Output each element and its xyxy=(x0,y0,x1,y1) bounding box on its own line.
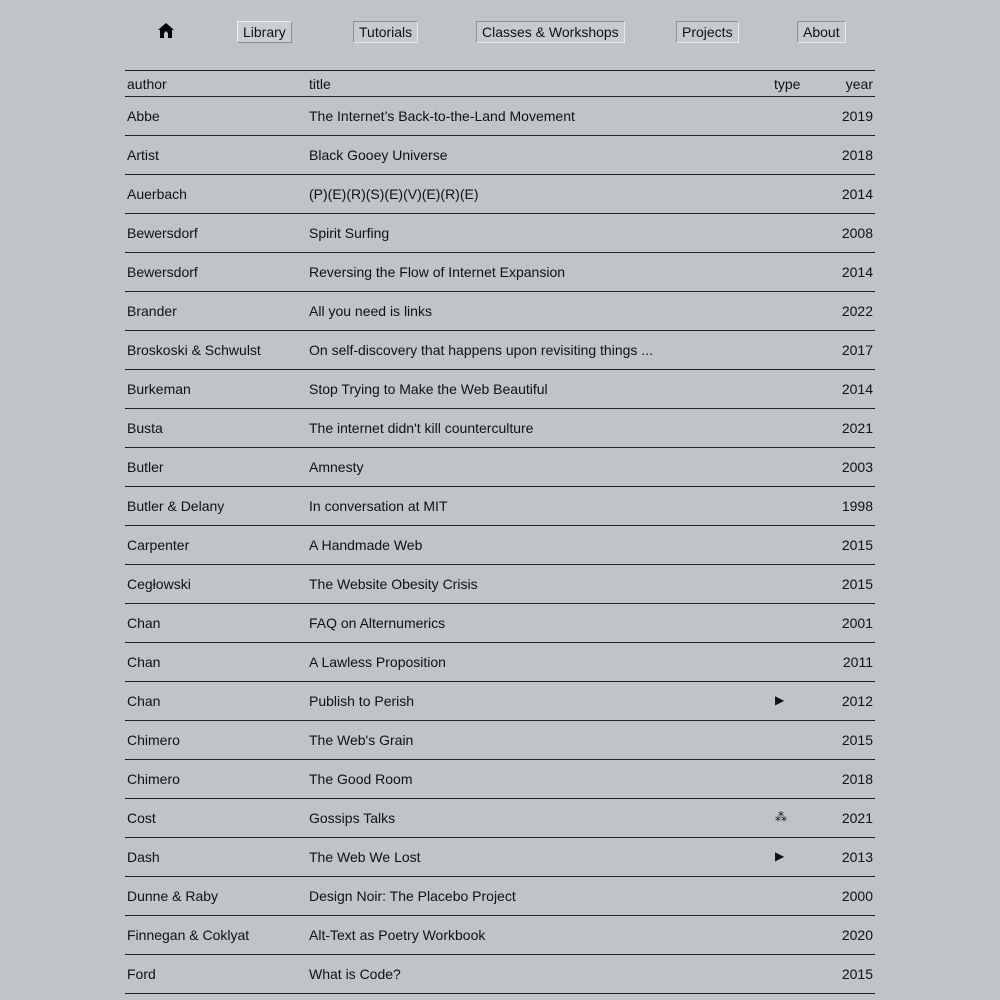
table-row[interactable] xyxy=(125,136,875,175)
cell-year: 2003 xyxy=(841,459,873,475)
cell-author: Ford xyxy=(127,966,156,982)
cell-title: In conversation at MIT xyxy=(309,498,448,514)
cell-year: 2018 xyxy=(841,771,873,787)
table-row[interactable] xyxy=(125,214,875,253)
cell-title: The Internet’s Back-to-the-Land Movement xyxy=(309,108,575,124)
cell-author: Finnegan & Coklyat xyxy=(127,927,250,943)
cell-author: Busta xyxy=(127,420,163,436)
cell-title: (P)(E)(R)(S)(E)(V)(E)(R)(E) xyxy=(309,186,479,202)
table-row[interactable] xyxy=(125,253,875,292)
cell-title: A Lawless Proposition xyxy=(309,654,446,670)
table-row[interactable] xyxy=(125,97,875,136)
cell-year: 2017 xyxy=(841,342,873,358)
cell-author: Abbe xyxy=(127,108,160,124)
cell-author: Chan xyxy=(127,693,161,709)
table-row[interactable] xyxy=(125,682,875,721)
cell-year: 2001 xyxy=(841,615,873,631)
cell-year: 2000 xyxy=(841,888,873,904)
cell-year: 2015 xyxy=(841,537,873,553)
cell-year: 2015 xyxy=(841,576,873,592)
nav-about-button[interactable]: About xyxy=(797,21,846,43)
cell-author: Butler xyxy=(127,459,164,475)
table-row[interactable] xyxy=(125,643,875,682)
cell-title: All you need is links xyxy=(309,303,432,319)
cell-author: Auerbach xyxy=(127,186,187,202)
cell-title: Design Noir: The Placebo Project xyxy=(309,888,516,904)
cell-year: 2015 xyxy=(841,966,873,982)
cell-year: 2022 xyxy=(841,303,873,319)
table-row[interactable] xyxy=(125,487,875,526)
table-row[interactable] xyxy=(125,604,875,643)
table-row[interactable] xyxy=(125,370,875,409)
cell-author: Dash xyxy=(127,849,160,865)
cell-title: FAQ on Alternumerics xyxy=(309,615,446,631)
table-row[interactable] xyxy=(125,916,875,955)
cell-author: Carpenter xyxy=(127,537,190,553)
cell-year: 2013 xyxy=(841,849,873,865)
table-row[interactable] xyxy=(125,292,875,331)
table-header xyxy=(125,71,875,97)
nav-projects-button[interactable]: Projects xyxy=(676,21,739,43)
cell-type: ▶ xyxy=(775,693,785,707)
cell-year: 2011 xyxy=(842,654,873,670)
cell-author: Bewersdorf xyxy=(127,225,198,241)
cell-title: The internet didn't kill counterculture xyxy=(309,420,534,436)
cell-year: 2014 xyxy=(841,381,873,397)
cell-author: Chimero xyxy=(127,771,180,787)
cell-type: ▶ xyxy=(775,849,785,863)
cell-title: The Web We Lost xyxy=(309,849,421,865)
cell-year: 2021 xyxy=(841,810,873,826)
cell-title: Publish to Perish xyxy=(309,693,415,709)
table-row[interactable] xyxy=(125,799,875,838)
table-row[interactable] xyxy=(125,838,875,877)
table-row[interactable] xyxy=(125,331,875,370)
cell-author: Chimero xyxy=(127,732,180,748)
cell-year: 2012 xyxy=(841,693,873,709)
cell-title: Stop Trying to Make the Web Beautiful xyxy=(309,381,548,397)
table-row[interactable] xyxy=(125,175,875,214)
nav-tutorials-button[interactable]: Tutorials xyxy=(353,21,418,43)
home-icon[interactable] xyxy=(157,22,175,40)
cell-year: 2021 xyxy=(841,420,873,436)
cell-type: ⁂ xyxy=(775,810,787,824)
cell-title: On self-discovery that happens upon revisiting things ... xyxy=(309,342,653,358)
cell-author: Chan xyxy=(127,615,161,631)
cell-title: Black Gooey Universe xyxy=(309,147,448,163)
cell-year: 2019 xyxy=(841,108,873,124)
nav-classes-workshops-button[interactable]: Classes & Workshops xyxy=(476,21,625,43)
table-row[interactable] xyxy=(125,877,875,916)
table-body xyxy=(125,97,875,994)
table-row[interactable] xyxy=(125,409,875,448)
library-table xyxy=(125,70,875,994)
cell-title: The Good Room xyxy=(309,771,413,787)
cell-author: Butler & Delany xyxy=(127,498,225,514)
cell-year: 2008 xyxy=(841,225,873,241)
column-header-author[interactable]: author xyxy=(127,76,167,92)
cell-year: 2015 xyxy=(841,732,873,748)
table-row[interactable] xyxy=(125,565,875,604)
cell-author: Cost xyxy=(127,810,156,826)
cell-author: Burkeman xyxy=(127,381,191,397)
cell-author: Artist xyxy=(127,147,159,163)
column-header-type[interactable]: type xyxy=(774,76,801,92)
cell-title: What is Code? xyxy=(309,966,401,982)
cell-title: Reversing the Flow of Internet Expansion xyxy=(309,264,566,280)
table-row[interactable] xyxy=(125,526,875,565)
column-header-year[interactable]: year xyxy=(845,76,873,92)
cell-year: 1998 xyxy=(841,498,873,514)
cell-year: 2020 xyxy=(841,927,873,943)
cell-year: 2014 xyxy=(841,186,873,202)
top-navigation xyxy=(0,20,1000,46)
table-row[interactable] xyxy=(125,760,875,799)
table-row[interactable] xyxy=(125,955,875,994)
table-row[interactable] xyxy=(125,721,875,760)
cell-title: The Website Obesity Crisis xyxy=(309,576,478,592)
cell-author: Broskoski & Schwulst xyxy=(127,342,261,358)
cell-title: Spirit Surfing xyxy=(309,225,390,241)
cell-author: Brander xyxy=(127,303,177,319)
cell-author: Cegłowski xyxy=(127,576,191,592)
cell-title: Gossips Talks xyxy=(309,810,396,826)
cell-title: A Handmade Web xyxy=(309,537,423,553)
column-header-title[interactable]: title xyxy=(309,76,331,92)
cell-year: 2014 xyxy=(841,264,873,280)
cell-title: Amnesty xyxy=(309,459,364,475)
nav-library-button[interactable]: Library xyxy=(237,21,292,43)
cell-author: Chan xyxy=(127,654,161,670)
cell-author: Bewersdorf xyxy=(127,264,198,280)
cell-title: Alt-Text as Poetry Workbook xyxy=(309,927,486,943)
cell-author: Dunne & Raby xyxy=(127,888,219,904)
table-row[interactable] xyxy=(125,448,875,487)
cell-year: 2018 xyxy=(841,147,873,163)
cell-title: The Web's Grain xyxy=(309,732,414,748)
